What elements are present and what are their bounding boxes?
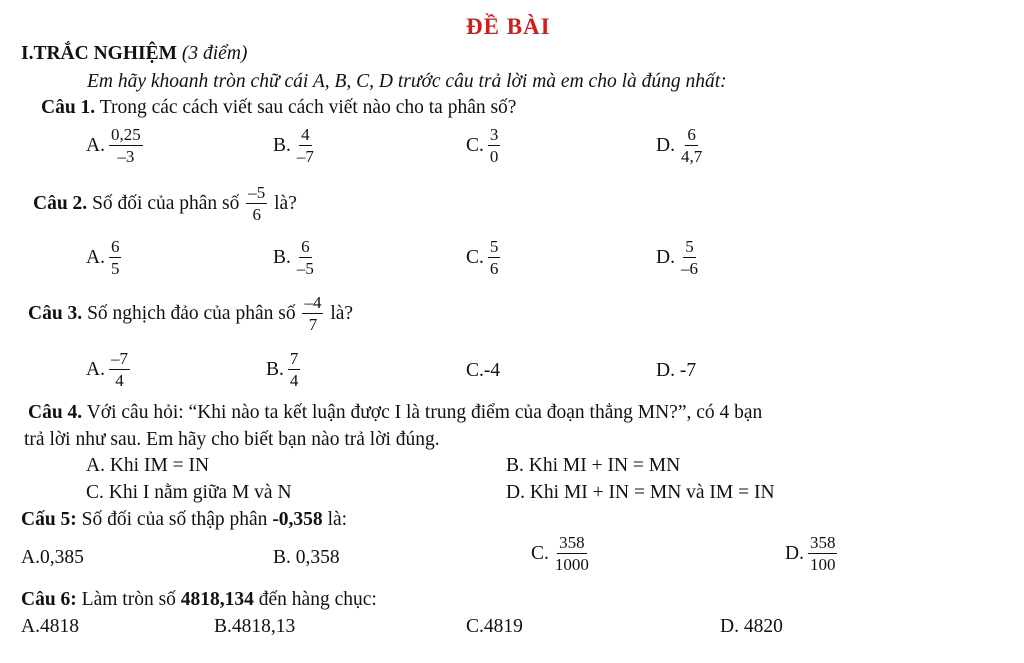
question-6-text: Làm tròn số <box>81 589 176 610</box>
q6-option-d[interactable]: D. 4820 <box>720 616 783 637</box>
option-letter: A. <box>86 358 105 380</box>
q3-option-d[interactable]: D. -7 <box>656 360 697 381</box>
instruction: Em hãy khoanh tròn chữ cái A, B, C, D trước câu trả lời mà em cho là đúng nhất: <box>87 71 727 92</box>
fraction-numerator: 0,25 <box>110 125 141 144</box>
option-letter: D. <box>785 542 804 564</box>
option-fraction <box>488 238 501 278</box>
option-fraction <box>295 126 316 166</box>
fraction-numerator: 6 <box>301 237 310 256</box>
option-letter: D. <box>656 134 675 156</box>
question-2-fraction <box>246 184 267 224</box>
q2-option-a[interactable] <box>86 238 123 278</box>
option-fraction <box>679 238 700 278</box>
option-letter: C. <box>531 542 549 564</box>
option-fraction <box>109 238 122 278</box>
fraction-numerator: 5 <box>685 237 694 256</box>
q6-option-c[interactable]: C.4819 <box>466 616 523 637</box>
question-3-label: Câu 3. <box>28 302 83 324</box>
fraction-numerator: 5 <box>489 237 499 256</box>
fraction-denominator: –7 <box>296 146 314 166</box>
q4-option-d[interactable]: D. Khi MI + IN = MN và IM = IN <box>506 482 775 503</box>
option-letter: A. <box>86 134 105 156</box>
fraction-denominator: –5 <box>296 258 314 278</box>
q1-option-d[interactable] <box>656 126 706 166</box>
q1-option-b[interactable] <box>273 126 318 166</box>
fraction-numerator: –7 <box>110 349 128 368</box>
q4-option-a[interactable]: A. Khi IM = IN <box>86 455 210 476</box>
fraction-denominator: 4 <box>115 370 124 390</box>
question-5-text: Số đối của số thập phân <box>81 509 268 530</box>
question-2-text: Số đối của phân số <box>92 192 240 214</box>
question-5-text-after: là: <box>327 509 348 530</box>
question-6-text-after: đến hàng chục: <box>258 589 377 610</box>
question-6-label: Câu 6: <box>21 589 77 610</box>
question-5 <box>21 510 347 530</box>
option-letter: C. <box>466 246 484 268</box>
fraction-numerator: 3 <box>489 125 499 144</box>
question-3-fraction <box>302 294 323 334</box>
option-fraction <box>295 238 316 278</box>
question-4-label: Câu 4. <box>28 402 83 423</box>
option-fraction <box>488 126 501 166</box>
question-3-text-after: là? <box>330 302 354 324</box>
q3-option-b[interactable] <box>266 350 302 390</box>
fraction-denominator: 6 <box>252 204 262 224</box>
q5-option-d[interactable] <box>785 534 839 574</box>
question-1-label: Câu 1. <box>41 97 96 118</box>
fraction-denominator: 100 <box>809 554 836 574</box>
q2-option-c[interactable] <box>466 238 502 278</box>
option-letter: A. <box>86 246 105 268</box>
fraction-numerator: –4 <box>304 293 322 312</box>
q2-option-d[interactable] <box>656 238 702 278</box>
fraction-denominator: 4 <box>289 370 299 390</box>
q6-option-b[interactable]: B.4818,13 <box>214 616 296 637</box>
fraction-numerator: 358 <box>559 533 585 552</box>
question-1 <box>41 98 516 118</box>
q5-option-a[interactable]: A.0,385 <box>21 547 84 568</box>
q3-option-a[interactable] <box>86 350 132 390</box>
fraction-denominator: 4,7 <box>680 146 703 166</box>
fraction-denominator: 7 <box>308 314 318 334</box>
q4-option-b[interactable]: B. Khi MI + IN = MN <box>506 455 681 476</box>
fraction-numerator: 6 <box>110 237 120 256</box>
question-5-label: Cấu 5: <box>21 509 77 530</box>
section-points: (3 điểm) <box>181 43 248 64</box>
question-2-label: Câu 2. <box>33 192 88 214</box>
question-4-text-line2: trả lời như sau. Em hãy cho biết bạn nào trả lời đúng. <box>24 429 440 450</box>
page-title: ĐỀ BÀI <box>466 14 551 39</box>
question-2-text-after: là? <box>274 192 297 214</box>
option-fraction <box>288 350 301 390</box>
question-1-text: Trong các cách viết sau cách viết nào cho ta phân số? <box>99 97 517 118</box>
q4-option-c[interactable]: C. Khi I nằm giữa M và N <box>86 482 292 503</box>
question-3 <box>28 294 353 334</box>
fraction-numerator: 7 <box>289 349 299 368</box>
option-fraction <box>109 350 130 390</box>
q6-option-a[interactable]: A.4818 <box>21 616 79 637</box>
fraction-denominator: –3 <box>117 146 135 166</box>
option-letter: D. <box>656 246 675 268</box>
q1-option-a[interactable] <box>86 126 145 166</box>
question-6-value: 4818,134 <box>180 589 254 610</box>
q5-option-c[interactable] <box>531 534 593 574</box>
fraction-numerator: 358 <box>809 533 836 552</box>
fraction-numerator: –5 <box>248 183 266 202</box>
q3-option-c[interactable]: C.-4 <box>466 360 501 381</box>
fraction-numerator: 6 <box>687 125 696 144</box>
option-letter: B. <box>266 358 284 380</box>
option-fraction <box>553 534 591 574</box>
section-heading-text: I.TRẮC NGHIỆM <box>21 43 178 64</box>
option-fraction <box>808 534 838 574</box>
question-2 <box>33 184 297 224</box>
option-letter: B. <box>273 134 291 156</box>
fraction-denominator: –6 <box>680 258 698 278</box>
option-fraction <box>679 126 704 166</box>
question-6 <box>21 590 377 610</box>
question-5-value: -0,358 <box>272 509 323 530</box>
question-4-text-line1: Với câu hỏi: “Khi nào ta kết luận được I là trung điểm của đoạn thẳng MN?”, có 4 bạn <box>86 402 763 423</box>
q1-option-c[interactable] <box>466 126 502 166</box>
option-letter: C. <box>466 134 484 156</box>
fraction-denominator: 0 <box>489 146 499 166</box>
fraction-denominator: 6 <box>489 258 499 278</box>
fraction-denominator: 1000 <box>554 554 589 574</box>
question-4 <box>28 403 762 423</box>
option-letter: B. <box>273 246 291 268</box>
q2-option-b[interactable] <box>273 238 318 278</box>
section-heading <box>21 44 247 64</box>
question-3-text: Số nghịch đảo của phân số <box>87 302 296 324</box>
fraction-denominator: 5 <box>110 258 120 278</box>
q5-option-b[interactable]: B. 0,358 <box>273 547 340 568</box>
fraction-numerator: 4 <box>301 125 310 144</box>
option-fraction <box>109 126 143 166</box>
